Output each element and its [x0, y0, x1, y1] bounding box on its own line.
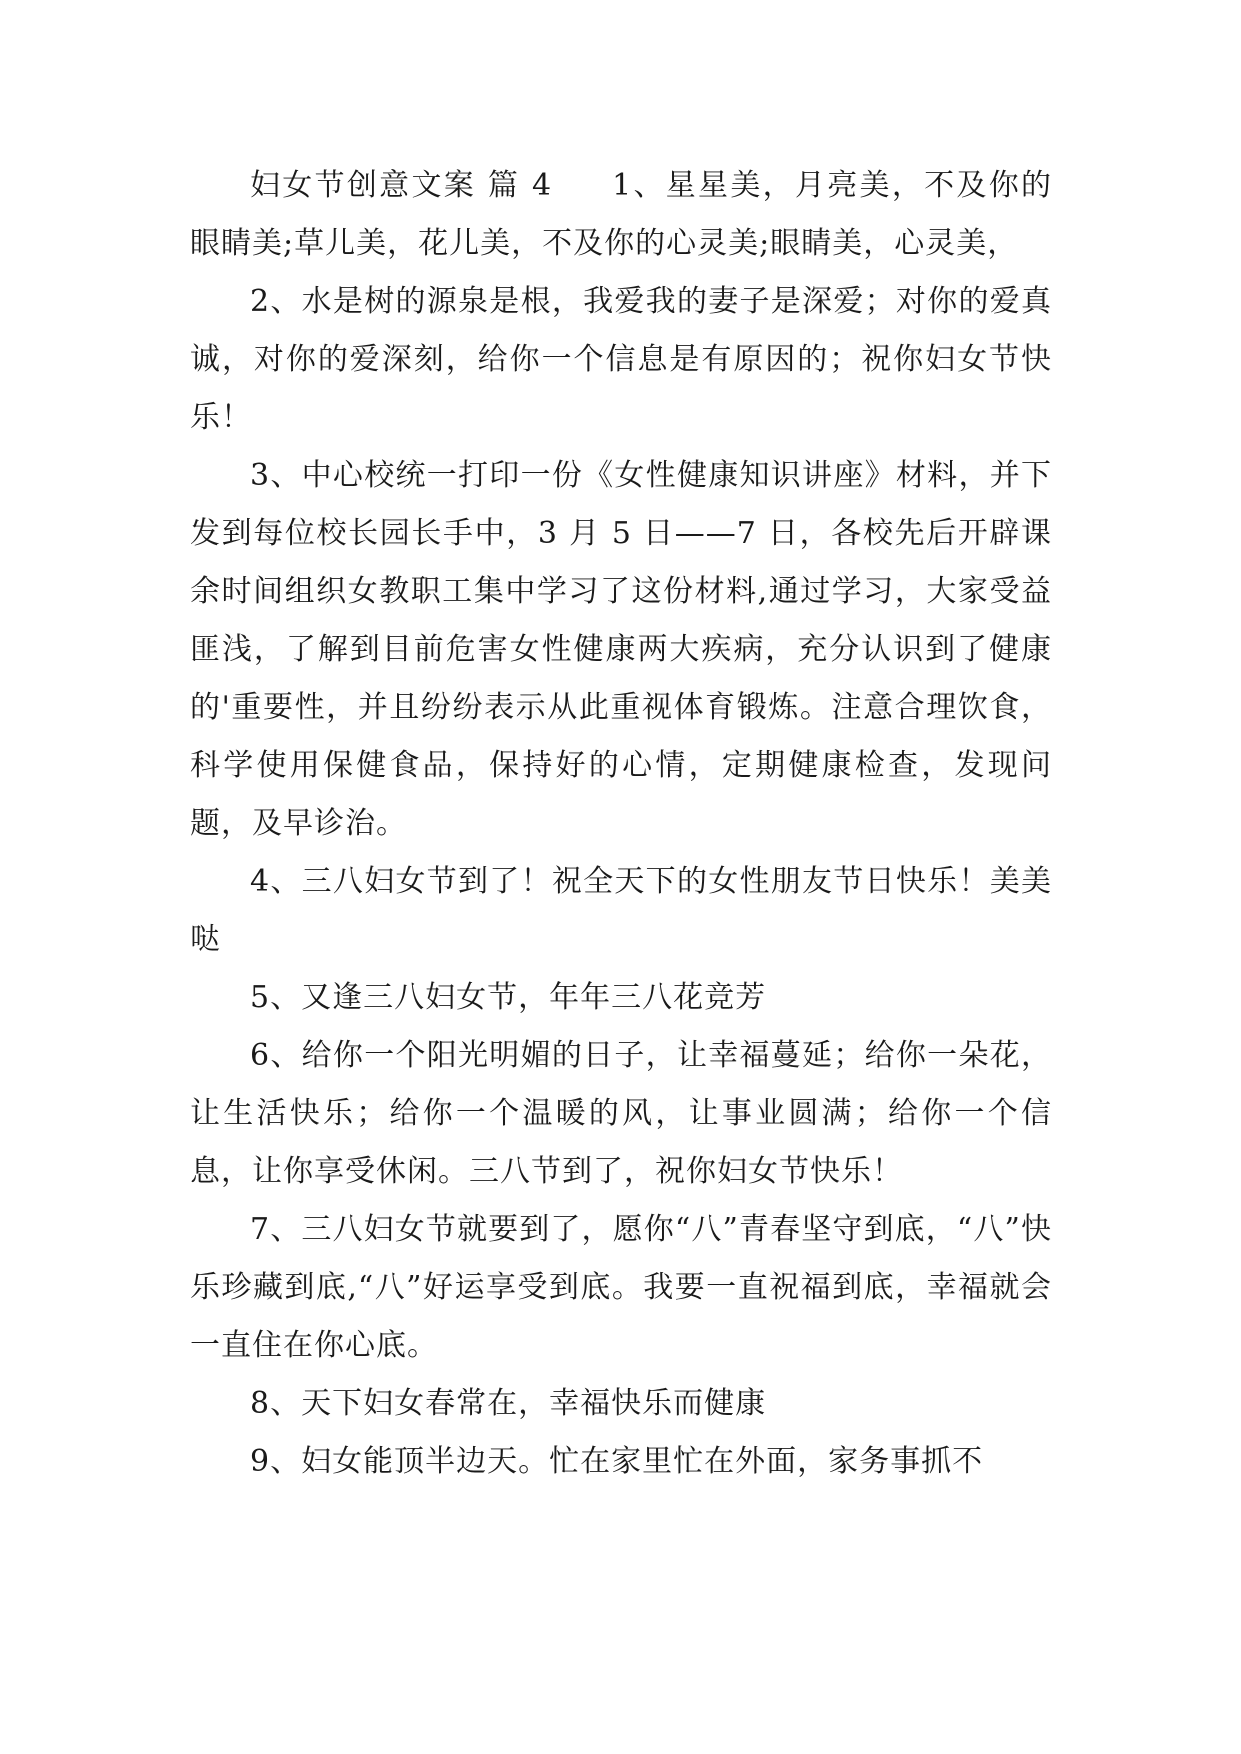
- paragraph-4: 4、三八妇女节到了！祝全天下的女性朋友节日快乐！美美哒: [190, 864, 1052, 957]
- paragraph-2: 2、水是树的源泉是根，我爱我的妻子是深爱；对你的爱真诚，对你的爱深刻，给你一个信息是有原因的；祝你妇女节快乐！: [190, 284, 1052, 435]
- paragraph-7: 7、三八妇女节就要到了，愿你“八”青春坚守到底，“八”快乐珍藏到底,“八”好运享受到底。我要一直祝福到底，幸福就会一直住在你心底。: [190, 1212, 1052, 1363]
- paragraph-5: 5、又逢三八妇女节，年年三八花竞芳: [250, 980, 767, 1015]
- paragraph-6: 6、给你一个阳光明媚的日子，让幸福蔓延；给你一朵花，让生活快乐；给你一个温暖的风，让事业圆满；给你一个信息，让你享受休闲。三八节到了，祝你妇女节快乐！: [190, 1038, 1052, 1189]
- paragraph-9: 9、妇女能顶半边天。忙在家里忙在外面，家务事抓不: [250, 1444, 984, 1479]
- paragraph-1: [190, 157, 1052, 273]
- paragraph-3: 3、中心校统一打印一份《女性健康知识讲座》材料，并下发到每位校长园长手中，3 月 5 日——7 日，各校先后开辟课余时间组织女教职工集中学习了这份材料,通过学习，大家受益匪浅，了解到目前危害女性健康两大疾病，充分认识到了健康的'重要性，并且纷纷表示从此重视体育锻炼。注意合理饮食，科学使用保健食品，保持好的心情，定期健康检查，发现问题，及早诊治。: [190, 458, 1052, 841]
- paragraph-text: 1、星星美，月亮美，不及你的眼睛美;草儿美，花儿美，不及你的心灵美;眼睛美，心灵美，: [190, 168, 1052, 261]
- paragraph-8: 8、天下妇女春常在，幸福快乐而健康: [250, 1386, 767, 1421]
- document-heading: 妇女节创意文案 篇 4: [250, 168, 553, 203]
- document-body: [190, 157, 1052, 1491]
